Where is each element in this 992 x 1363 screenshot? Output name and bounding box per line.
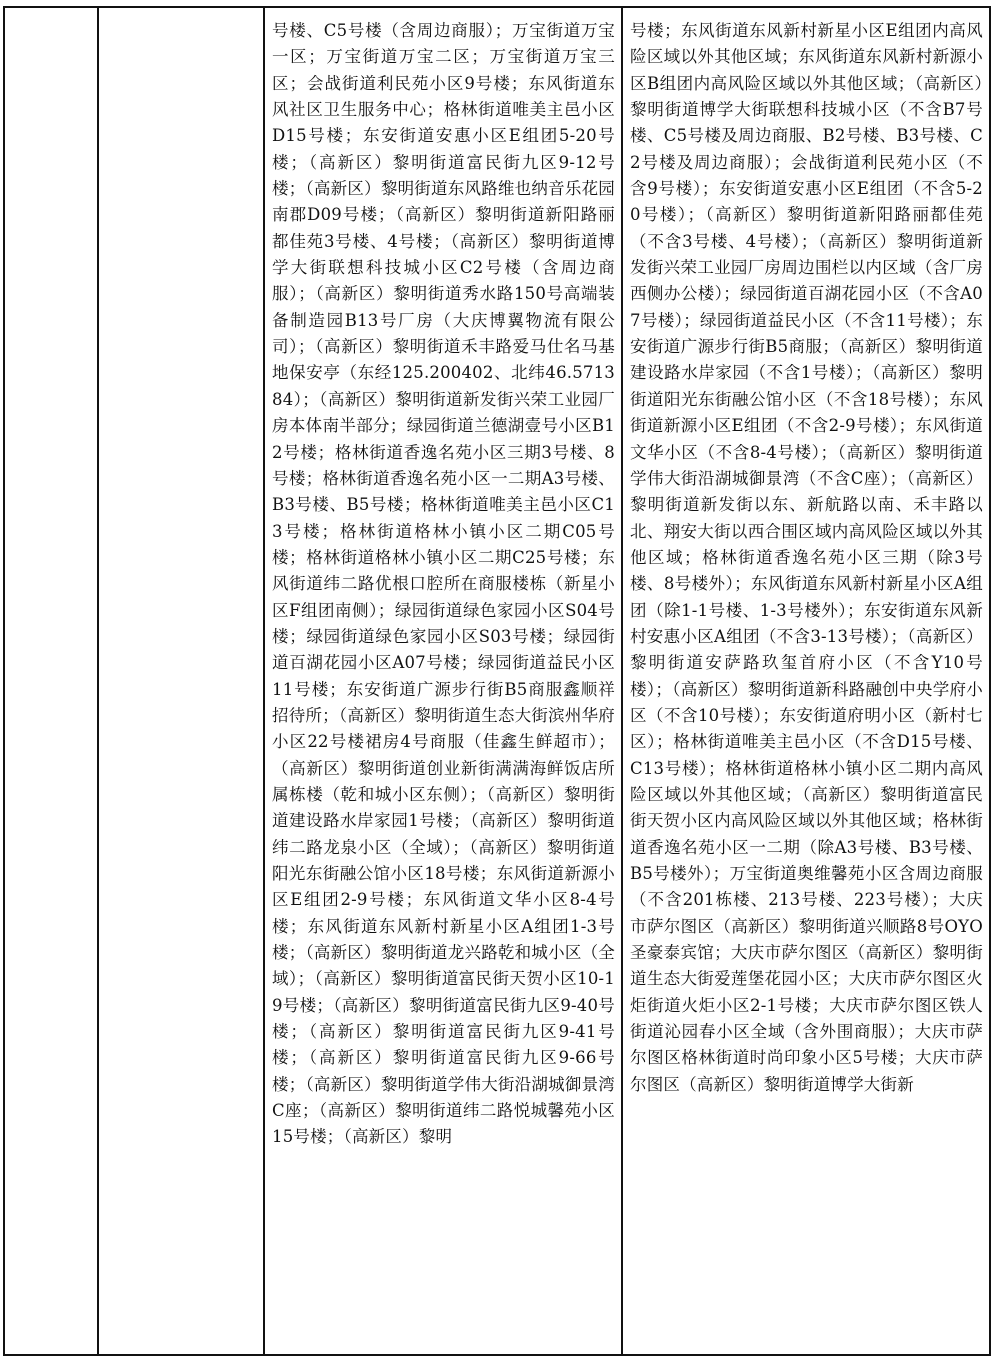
table-cell-other-area-list bbox=[622, 7, 990, 1355]
table-cell-empty-1 bbox=[4, 7, 98, 1355]
risk-area-table bbox=[3, 6, 991, 1356]
area-list-text: 号楼、C5号楼（含周边商服）；万宝街道万宝一区；万宝街道万宝二区；万宝街道万宝三区；会战街道利民苑小区9号楼；东风街道东风社区卫生服务中心；格林街道唯美主邑小区D15号楼；东安街道安惠小区E组团5-20号楼；（高新区）黎明街道富民街九区9-12号楼；（高新区）黎明街道东风路维也纳音乐花园南郡D09号楼；（高新区）黎明街道新阳路丽都佳苑3号楼、4号楼；（高新区）黎明街道博学大街联想科技城小区C2号楼（含周边商服）；（高新区）黎明街道秀水路150号高端装备制造园B13号厂房（大庆博翼物流有限公司）；（高新区）黎明街道禾丰路爱马仕名马基地保安亭（东经125.200402、北纬46.571384）；（高新区）黎明街道新发街兴荣工业园厂房本体南半部分；绿园街道兰德湖壹号小区B12号楼；格林街道香逸名苑小区三期3号楼、8号楼；格林街道香逸名苑小区一二期A3号楼、B3号楼、B5号楼；格林街道唯美主邑小区C13号楼；格林街道格林小镇小区二期C05号楼；格林街道格林小镇小区二期C25号楼；东风街道纬二路优根口腔所在商服楼栋（新星小区F组团南侧）；绿园街道绿色家园小区S04号楼；绿园街道绿色家园小区S03号楼；绿园街道百湖花园小区A07号楼；绿园街道益民小区11号楼；东安街道广源步行街B5商服鑫顺祥招待所；（高新区）黎明街道生态大街滨州华府小区22号楼裙房4号商服（佳鑫生鲜超市）；（高新区）黎明街道创业新街满满海鲜饭店所属栋楼（乾和城小区东侧）；（高新区）黎明街道建设路水岸家园1号楼；（高新区）黎明街道纬二路龙泉小区（全域）；（高新区）黎明街道阳光东街融公馆小区18号楼；东风街道新源小区E组团2-9号楼；东风街道文华小区8-4号楼；东风街道东风新村新星小区A组团1-3号楼；（高新区）黎明街道龙兴路乾和城小区（全域）；（高新区）黎明街道富民街天贺小区10-19号楼；（高新区）黎明街道富民街九区9-40号楼；（高新区）黎明街道富民街九区9-41号楼；（高新区）黎明街道富民街九区9-66号楼；（高新区）黎明街道学伟大街沿湖城御景湾C座；（高新区）黎明街道纬二路悦城馨苑小区15号楼；（高新区）黎明 bbox=[272, 21, 615, 1147]
other-area-list-text: 号楼；东风街道东风新村新星小区E组团内高风险区域以外其他区域；东风街道东风新村新源小区B组团内高风险区域以外其他区域；（高新区）黎明街道博学大街联想科技城小区（不含B7号楼、C5号楼及周边商服、B2号楼、B3号楼、C2号楼及周边商服）；会战街道利民苑小区（不含9号楼）；东安街道安惠小区E组团（不含5-20号楼）；（高新区）黎明街道新阳路丽都佳苑（不含3号楼、4号楼）；（高新区）黎明街道新发街兴荣工业园厂房周边围栏以内区域（含厂房西侧办公楼）；绿园街道百湖花园小区（不含A07号楼）；绿园街道益民小区（不含11号楼）；东安街道广源步行街B5商服；（高新区）黎明街道建设路水岸家园（不含1号楼）；（高新区）黎明街道阳光东街融公馆小区（不含18号楼）；东风街道新源小区E组团（不含2-9号楼）；东风街道文华小区（不含8-4号楼）；（高新区）黎明街道学伟大街沿湖城御景湾（不含C座）；（高新区）黎明街道新发街以东、新航路以南、禾丰路以北、翔安大街以西合围区域内高风险区域以外其他区域；格林街道香逸名苑小区三期（除3号楼、8号楼外）；东风街道东风新村新星小区A组团（除1-1号楼、1-3号楼外）；东安街道东风新村安惠小区A组团（不含3-13号楼）；（高新区）黎明街道安萨路玖玺首府小区（不含Y10号楼）；（高新区）黎明街道新科路融创中央学府小区（不含10号楼）；东安街道府明小区（新村七区）；格林街道唯美主邑小区（不含D15号楼、C13号楼）；格林街道格林小镇小区二期内高风险区域以外其他区域；（高新区）黎明街道富民街天贺小区内高风险区域以外其他区域；格林街道香逸名苑小区一二期（除A3号楼、B3号楼、B5号楼外）；万宝街道奥维馨苑小区含周边商服（不含201栋楼、213号楼、223号楼）；大庆市萨尔图区（高新区）黎明街道兴顺路8号OYO圣豪泰宾馆；大庆市萨尔图区（高新区）黎明街道生态大街爱莲堡花园小区；大庆市萨尔图区火炬街道火炬小区2-1号楼；大庆市萨尔图区铁人街道沁园春小区全域（含外围商服）；大庆市萨尔图区格林街道时尚印象小区5号楼；大庆市萨尔图区（高新区）黎明街道博学大街新 bbox=[630, 21, 983, 1094]
table-row bbox=[4, 7, 990, 1355]
table-cell-empty-2 bbox=[98, 7, 264, 1355]
table-cell-area-list bbox=[264, 7, 622, 1355]
